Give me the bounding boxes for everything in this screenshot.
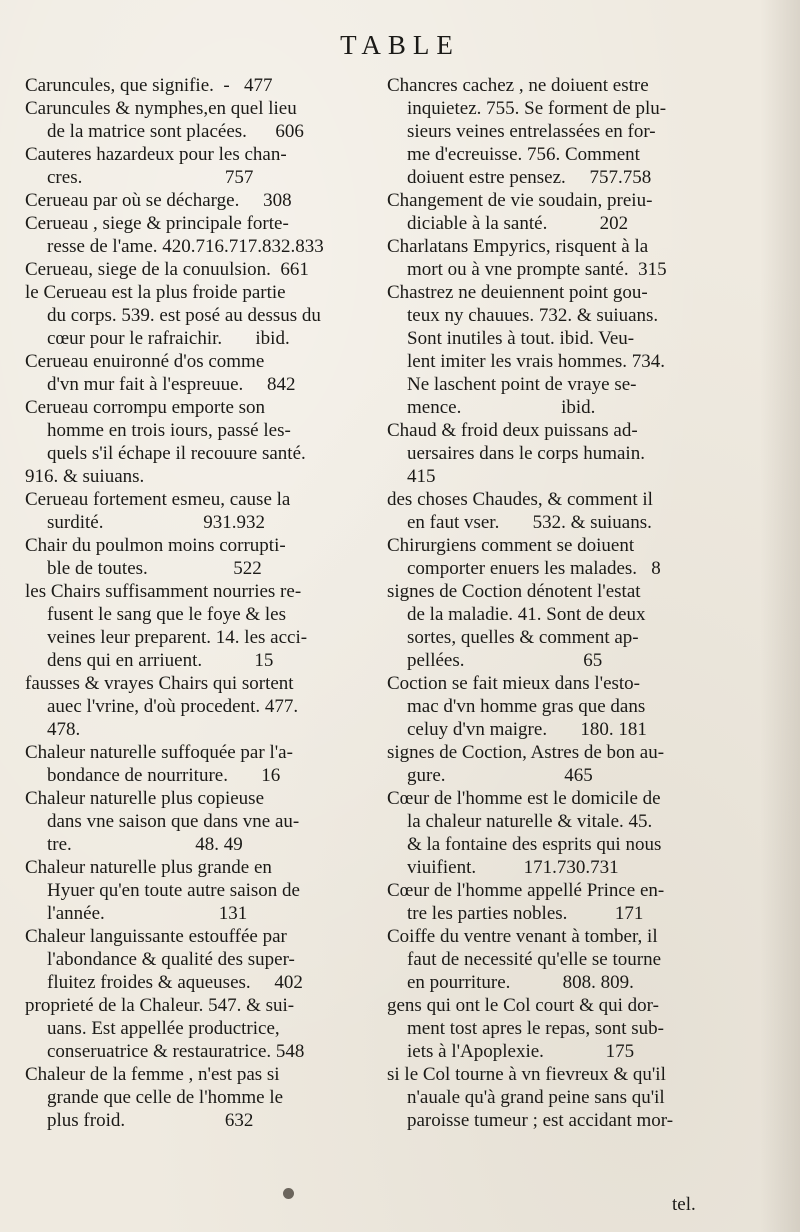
- index-line: paroisse tumeur ; est accidant mor-: [407, 1110, 674, 1131]
- index-line: du corps. 539. est posé au dessus du: [47, 305, 321, 326]
- index-line: en faut vser. 532. & suiuans.: [407, 512, 652, 533]
- index-line: dens qui en arriuent. 15: [47, 650, 274, 671]
- index-line: des choses Chaudes, & comment il: [387, 489, 653, 510]
- index-line: n'auale qu'à grand peine sans qu'il: [407, 1087, 665, 1108]
- index-line: surdité. 931.932: [47, 512, 265, 533]
- index-line: pellées. 65: [407, 650, 603, 671]
- index-line: si le Col tourne à vn fievreux & qu'il: [387, 1064, 666, 1085]
- index-line: Chaleur naturelle plus grande en: [25, 857, 272, 878]
- index-line: Chaleur languissante estouffée par: [25, 926, 287, 947]
- index-line: en pourriture. 808. 809.: [407, 972, 634, 993]
- page-edge-shadow: [760, 0, 800, 1232]
- index-line: lent imiter les vrais hommes. 734.: [407, 351, 666, 372]
- index-line: bondance de nourriture. 16: [47, 765, 281, 786]
- index-line: me d'ecreuisse. 756. Comment: [407, 144, 640, 165]
- index-line: d'vn mur fait à l'espreuue. 842: [47, 374, 296, 395]
- index-line: la chaleur naturelle & vitale. 45.: [407, 811, 653, 832]
- index-line: tre. 48. 49: [47, 834, 243, 855]
- index-line: ble de toutes. 522: [47, 558, 262, 579]
- index-line: & la fontaine des esprits qui nous: [407, 834, 662, 855]
- index-line: uersaires dans le corps humain.: [407, 443, 645, 464]
- index-line: Cerueau enuironné d'os comme: [25, 351, 265, 372]
- index-column-left: [25, 74, 373, 1132]
- index-line: Cœur de l'homme est le domicile de: [387, 788, 661, 809]
- index-line: Cerueau corrompu emporte son: [25, 397, 266, 418]
- running-head: TABLE: [340, 30, 460, 60]
- index-line: diciable à la santé. 202: [407, 213, 629, 234]
- index-line: proprieté de la Chaleur. 547. & sui-: [25, 995, 295, 1016]
- index-line: teux ny chauues. 732. & suiuans.: [407, 305, 659, 326]
- index-line: uans. Est appellée productrice,: [47, 1018, 280, 1039]
- index-line: comporter enuers les malades. 8: [407, 558, 661, 579]
- index-line: mence. ibid.: [407, 397, 596, 418]
- index-line: mort ou à vne prompte santé. 315: [407, 259, 667, 280]
- index-line: Chair du poulmon moins corrupti-: [25, 535, 286, 556]
- index-line: Chaleur naturelle plus copieuse: [25, 788, 265, 809]
- index-line: sortes, quelles & comment ap-: [407, 627, 639, 648]
- index-line: viuifient. 171.730.731: [407, 857, 619, 878]
- index-line: fusent le sang que le foye & les: [47, 604, 287, 625]
- index-line: l'année. 131: [47, 903, 248, 924]
- index-line: cres. 757: [47, 167, 254, 188]
- index-line: cœur pour le rafraichir. ibid.: [47, 328, 290, 349]
- index-line: homme en trois iours, passé les-: [47, 420, 291, 441]
- catchword: tel.: [672, 1194, 696, 1215]
- index-line: Coction se fait mieux dans l'esto-: [387, 673, 641, 694]
- index-line: Chastrez ne deuiennent point gou-: [387, 282, 648, 303]
- index-line: plus froid. 632: [47, 1110, 254, 1131]
- index-line: 478.: [47, 719, 81, 740]
- index-line: Chancres cachez , ne doiuent estre: [387, 75, 649, 96]
- index-line: fausses & vrayes Chairs qui sortent: [25, 673, 294, 694]
- index-line: inquietez. 755. Se forment de plu-: [407, 98, 667, 119]
- index-line: Cerueau fortement esmeu, cause la: [25, 489, 291, 510]
- index-line: Cerueau par où se décharge. 308: [25, 190, 292, 211]
- index-line: Cœur de l'homme appellé Prince en-: [387, 880, 665, 901]
- index-line: Chirurgiens comment se doiuent: [387, 535, 635, 556]
- index-line: l'abondance & qualité des super-: [47, 949, 295, 970]
- index-line: dans vne saison que dans vne au-: [47, 811, 300, 832]
- index-line: Cauteres hazardeux pour les chan-: [25, 144, 287, 165]
- index-line: Hyuer qu'en toute autre saison de: [47, 880, 300, 901]
- index-line: ment tost apres le repas, sont sub-: [407, 1018, 664, 1039]
- index-line: Chaud & froid deux puissans ad-: [387, 420, 638, 441]
- index-line: gure. 465: [407, 765, 593, 786]
- index-column-right: [387, 74, 737, 1132]
- index-line: signes de Coction, Astres de bon au-: [387, 742, 665, 763]
- index-line: conseruatrice & restauratrice. 548: [47, 1041, 305, 1062]
- index-line: Charlatans Empyrics, risquent à la: [387, 236, 649, 257]
- index-line: les Chairs suffisamment nourries re-: [25, 581, 302, 602]
- index-line: iets à l'Apoplexie. 175: [407, 1041, 635, 1062]
- index-line: faut de necessité qu'elle se tourne: [407, 949, 662, 970]
- index-line: de la matrice sont placées. 606: [47, 121, 304, 142]
- index-line: Caruncules & nymphes,en quel lieu: [25, 98, 297, 119]
- ink-blot: [283, 1188, 294, 1199]
- index-line: fluitez froides & aqueuses. 402: [47, 972, 303, 993]
- index-line: le Cerueau est la plus froide partie: [25, 282, 286, 303]
- index-line: mac d'vn homme gras que dans: [407, 696, 646, 717]
- index-line: de la maladie. 41. Sont de deux: [407, 604, 646, 625]
- index-line: gens qui ont le Col court & qui dor-: [387, 995, 659, 1016]
- index-line: Changement de vie soudain, preiu-: [387, 190, 653, 211]
- index-line: Sont inutiles à tout. ibid. Veu-: [407, 328, 635, 349]
- index-line: tre les parties nobles. 171: [407, 903, 644, 924]
- index-line: Caruncules, que signifie. - 477: [25, 75, 273, 96]
- index-line: Cerueau , siege & principale forte-: [25, 213, 289, 234]
- index-line: Cerueau, siege de la conuulsion. 661: [25, 259, 309, 280]
- index-line: veines leur preparent. 14. les acci-: [47, 627, 308, 648]
- index-line: celuy d'vn maigre. 180. 181: [407, 719, 647, 740]
- index-line: 415: [407, 466, 436, 487]
- index-line: quels s'il échape il recouure santé.: [47, 443, 306, 464]
- index-line: Chaleur de la femme , n'est pas si: [25, 1064, 280, 1085]
- index-line: Ne laschent point de vraye se-: [407, 374, 637, 395]
- index-line: Chaleur naturelle suffoquée par l'a-: [25, 742, 293, 763]
- index-line: Coiffe du ventre venant à tomber, il: [387, 926, 658, 947]
- index-line: grande que celle de l'homme le: [47, 1087, 284, 1108]
- index-line: sieurs veines entrelassées en for-: [407, 121, 656, 142]
- index-line: signes de Coction dénotent l'estat: [387, 581, 641, 602]
- index-line: resse de l'ame. 420.716.717.832.833: [47, 236, 324, 257]
- index-line: doiuent estre pensez. 757.758: [407, 167, 652, 188]
- index-line: auec l'vrine, d'où procedent. 477.: [47, 696, 299, 717]
- index-line: 916. & suiuans.: [25, 466, 145, 487]
